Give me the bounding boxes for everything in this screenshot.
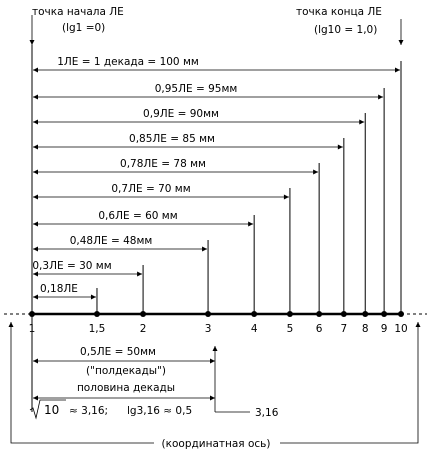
range-label: 0,6ЛЕ = 60 мм [98, 210, 178, 222]
axis-tick-dot [362, 311, 368, 317]
sqrt-radicand: 10 [44, 403, 60, 417]
sqrt-result: ≈ 3,16; [69, 405, 109, 417]
axis-tick-label: 8 [361, 323, 369, 335]
axis-tick-dot [251, 311, 257, 317]
range-label: 0,95ЛЕ = 95мм [154, 83, 238, 95]
axis-tick-dot [287, 311, 293, 317]
axis-tick-label: 5 [286, 323, 294, 335]
start-point-label: точка начала ЛЕ [32, 6, 124, 18]
axis-loop-right [280, 322, 418, 443]
axis-tick-label: 3 [204, 323, 212, 335]
range-label: 0,78ЛЕ = 78 мм [120, 158, 206, 170]
range-label: 1ЛЕ = 1 декада = 100 мм [57, 56, 199, 68]
half-decade-sub: ("полдекады") [86, 365, 166, 377]
range-label: 0,18ЛЕ [40, 283, 78, 295]
axis-tick-dot [29, 311, 35, 317]
start-point-sub: (lg1 =0) [62, 22, 106, 34]
axis-tick-dot [316, 311, 322, 317]
range-label: 0,9ЛЕ = 90мм [143, 108, 219, 120]
axis-tick-label: 7 [340, 323, 348, 335]
axis-tick-label: 9 [380, 323, 388, 335]
axis-tick-dot [140, 311, 146, 317]
axis-tick-dot [205, 311, 211, 317]
axis-tick-label: 1,5 [88, 323, 106, 335]
range-label: 0,48ЛЕ = 48мм [69, 235, 153, 247]
axis-tick-label: 10 [394, 323, 408, 335]
range-arrows [32, 56, 401, 314]
axis-tick-label: 4 [250, 323, 258, 335]
range-label: 0,85ЛЕ = 85 мм [129, 133, 215, 145]
axis-caption: (координатная ось) [161, 438, 271, 450]
axis-tick-dot [381, 311, 387, 317]
axis-tick-label: 2 [139, 323, 147, 335]
half-decade-label: 0,5ЛЕ = 50мм [80, 346, 156, 358]
end-point-sub: (lg10 = 1,0) [314, 24, 378, 36]
axis-tick-dot [398, 311, 404, 317]
log-formula: lg3,16 ≈ 0,5 [127, 405, 193, 417]
half-decade-caption: половина декады [76, 382, 176, 394]
axis-tick-label: 6 [315, 323, 323, 335]
range-label: 0,7ЛЕ = 70 мм [111, 183, 191, 195]
axis-tick-label: 1 [28, 323, 36, 335]
axis-tick-dot [341, 311, 347, 317]
point-316-label: 3,16 [255, 407, 279, 419]
range-label: 0,3ЛЕ = 30 мм [32, 260, 112, 272]
axis-tick-dot [94, 311, 100, 317]
end-point-label: точка конца ЛЕ [296, 6, 382, 18]
